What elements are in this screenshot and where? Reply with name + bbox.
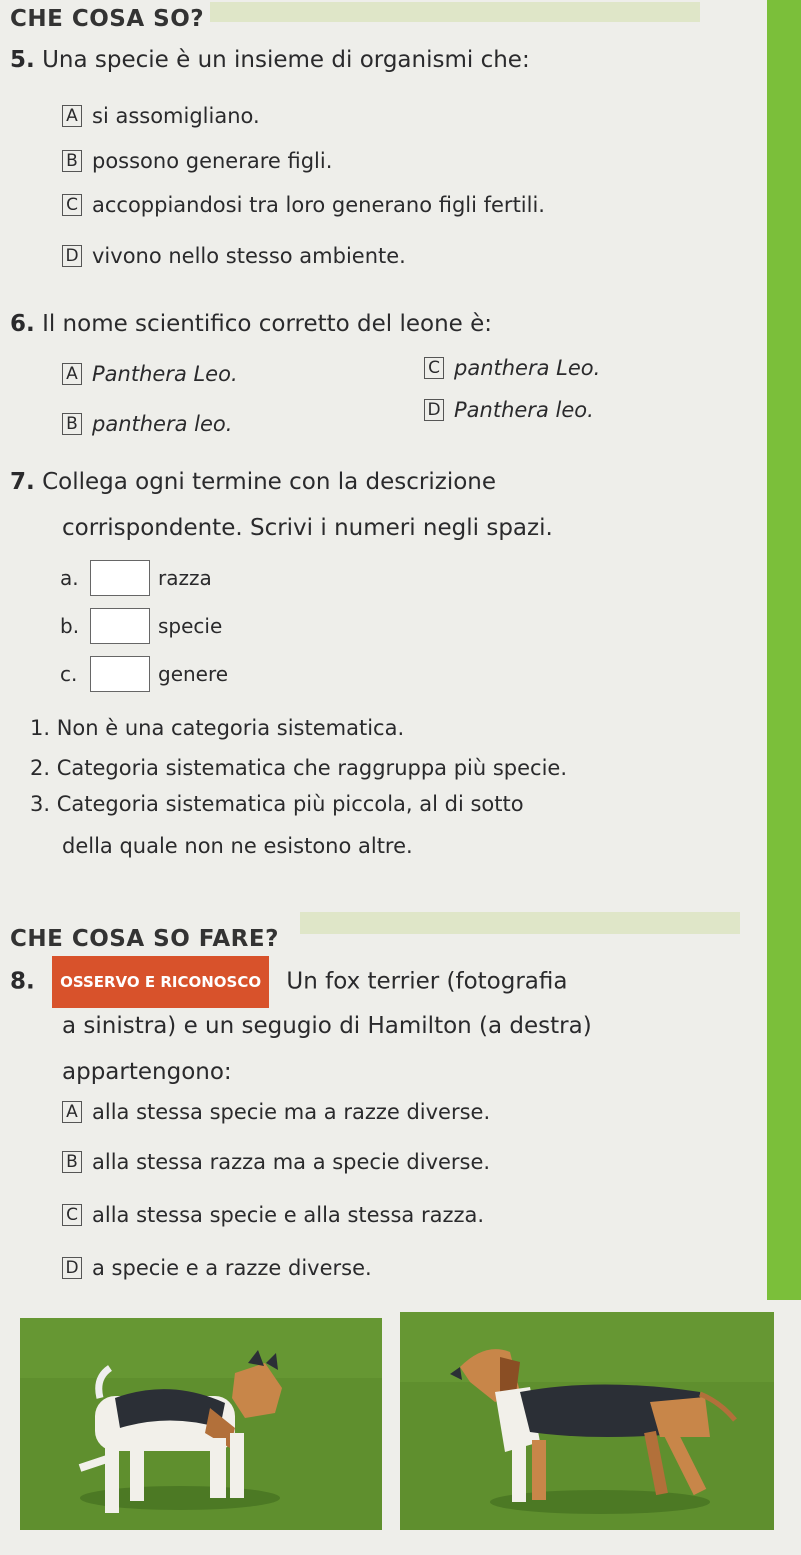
option-text: a specie e a razze diverse. <box>92 1256 372 1280</box>
definition-3: 3. Categoria sistematica più piccola, al di sotto <box>30 792 524 816</box>
option-letter: B <box>62 150 82 172</box>
option-text: accoppiandosi tra loro generano figli fertili. <box>92 193 545 217</box>
term-text: specie <box>158 614 223 638</box>
hamilton-hound-photo <box>400 1312 774 1530</box>
option-text: panthera Leo. <box>454 356 601 380</box>
option-text: si assomigliano. <box>92 104 260 128</box>
option-letter: A <box>62 1101 82 1123</box>
option-letter: B <box>62 1151 82 1173</box>
q6-option-a[interactable] <box>62 362 238 386</box>
question-7 <box>10 458 496 506</box>
question-number: 8. <box>10 968 35 995</box>
definition-2: 2. Categoria sistematica che raggruppa più specie. <box>30 756 568 780</box>
question-text-line1: Un fox terrier (fotografia <box>286 968 568 995</box>
q8-option-d[interactable] <box>62 1256 372 1280</box>
option-letter: A <box>62 105 82 127</box>
q6-option-d[interactable] <box>424 398 594 422</box>
question-5 <box>10 36 530 84</box>
option-text: alla stessa specie e alla stessa razza. <box>92 1203 485 1227</box>
q6-option-c[interactable] <box>424 356 600 380</box>
question-number: 6. <box>10 311 35 337</box>
definition-1: 1. Non è una categoria sistematica. <box>30 716 405 740</box>
q5-option-d[interactable] <box>62 244 406 268</box>
term-text: genere <box>158 662 229 686</box>
heading-band <box>210 2 700 22</box>
q8-option-c[interactable] <box>62 1203 484 1227</box>
match-term-c <box>60 656 228 692</box>
question-8-line3: appartengono: <box>62 1059 232 1085</box>
option-letter: D <box>424 399 444 421</box>
answer-box[interactable] <box>90 608 150 644</box>
q8-option-a[interactable] <box>62 1100 490 1124</box>
term-letter: a. <box>60 566 79 590</box>
option-text: alla stessa specie ma a razze diverse. <box>92 1100 491 1124</box>
question-text: Una specie è un insieme di organismi che: <box>42 47 530 73</box>
option-text: alla stessa razza ma a specie diverse. <box>92 1150 491 1174</box>
question-text: Il nome scientifico corretto del leone è: <box>42 311 493 337</box>
option-text: Panthera leo. <box>454 398 594 422</box>
question-number: 7. <box>10 469 35 495</box>
definition-3-cont: della quale non ne esistono altre. <box>62 834 413 858</box>
question-8-line2: a sinistra) e un segugio di Hamilton (a destra) <box>62 1013 592 1039</box>
margin-green-bar <box>767 0 801 1300</box>
term-letter: c. <box>60 662 78 686</box>
q8-option-b[interactable] <box>62 1150 490 1174</box>
question-text-line1: Collega ogni termine con la descrizione <box>42 469 497 495</box>
section-heading: CHE COSA SO FARE? <box>10 926 279 952</box>
q5-option-c[interactable] <box>62 193 545 217</box>
match-term-b <box>60 608 222 644</box>
heading-band <box>300 912 740 934</box>
option-text: vivono nello stesso ambiente. <box>92 244 406 268</box>
q6-option-b[interactable] <box>62 412 232 436</box>
option-letter: C <box>424 357 444 379</box>
term-text: razza <box>158 566 212 590</box>
question-6 <box>10 300 492 348</box>
answer-box[interactable] <box>90 656 150 692</box>
option-letter: D <box>62 245 82 267</box>
option-text: possono generare figli. <box>92 149 333 173</box>
answer-box[interactable] <box>90 560 150 596</box>
q5-option-b[interactable] <box>62 149 332 173</box>
option-letter: A <box>62 363 82 385</box>
option-text: Panthera Leo. <box>92 362 238 386</box>
option-letter: D <box>62 1257 82 1279</box>
skill-badge: OSSERVO E RICONOSCO <box>52 956 269 1008</box>
question-7-line2: corrispondente. Scrivi i numeri negli spazi. <box>62 515 553 541</box>
option-letter: C <box>62 1204 82 1226</box>
option-letter: B <box>62 413 82 435</box>
match-term-a <box>60 560 212 596</box>
section-heading: CHE COSA SO? <box>10 6 205 32</box>
fox-terrier-photo <box>20 1318 382 1530</box>
option-letter: C <box>62 194 82 216</box>
option-text: panthera leo. <box>92 412 233 436</box>
q5-option-a[interactable] <box>62 104 260 128</box>
question-number: 5. <box>10 47 35 73</box>
term-letter: b. <box>60 614 80 638</box>
question-8 <box>10 956 567 1008</box>
